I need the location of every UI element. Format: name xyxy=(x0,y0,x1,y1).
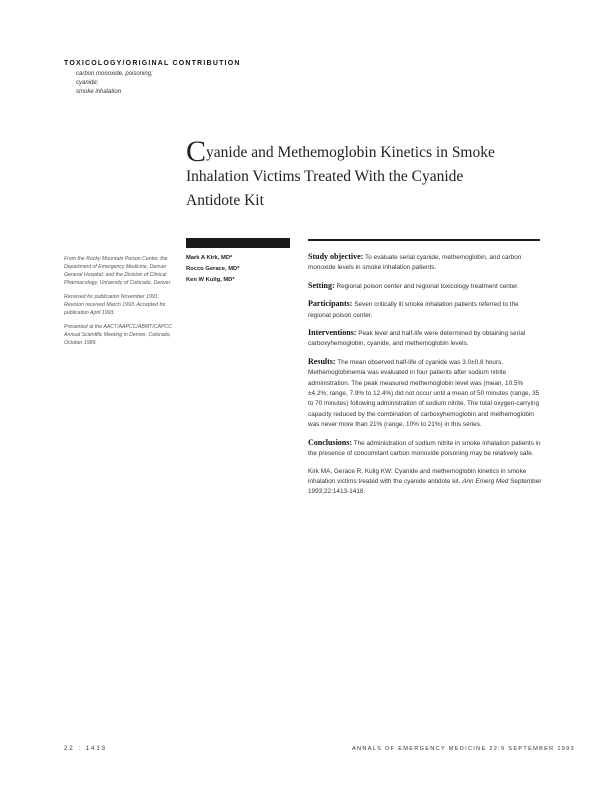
abstract-label: Study objective: xyxy=(308,252,364,261)
author-name: Mark A Kirk, MD* xyxy=(186,255,233,261)
abstract-conclusions xyxy=(308,438,542,460)
title-line-3: Antidote Kit xyxy=(186,192,264,209)
affiliation-note: From the Rocky Mountain Poison Center, the Department of Emergency Medicine, Denver General Hospital; and the Division of Clinical Pharmacology, University of Colorado, Denver. xyxy=(64,256,172,286)
citation-suffix: September 1993;22:1413-1418. xyxy=(308,477,542,496)
citation-prefix: Kirk MA, Gerace R, Kulig KW: Cyanide and methemoglobin kinetics in smoke inhalation victims treated with the cyanide antidote kit. xyxy=(308,467,527,485)
title-line-2: Inhalation Victims Treated With the Cyanide xyxy=(186,168,464,185)
title-line-1 xyxy=(186,135,566,168)
abstract-label: Conclusions: xyxy=(308,437,353,447)
abstract-participants xyxy=(308,299,542,321)
abstract-text: The mean observed half-life of cyanide was 3.0±0.8 hours. Methemoglobinemia was evaluated in four patients after sodium nitrite administration. The peak measured methemoglobin level was (mean, 10.5%±4.2%; range, 7.9% to 12.4%) did not occur until a mean of 50 minutes (range, 35 to 70 minutes) following administration of sodium nitrite. The total oxygen-carrying capacity reduced by the combination of carboxyhemoglobin and methemoglobin was never more than 21% (range, 10% to 21%) in this series. xyxy=(308,358,540,429)
section-label: TOXICOLOGY/ORIGINAL CONTRIBUTION xyxy=(64,60,241,67)
page-number: 22 : 1413 xyxy=(64,746,108,752)
abstract-text: Peak level and half-life were determined by obtaining serial carboxyhemoglobin, cyanide, and methemoglobin levels. xyxy=(308,330,526,348)
abstract-text: Seven critically ill smoke inhalation patients referred to the regional poison center. xyxy=(308,301,519,319)
abstract-text: To evaluate serial cyanide, methemoglobin, and carbon monoxide levels in smoke inhalation patients. xyxy=(308,254,522,272)
citation xyxy=(308,467,542,498)
abstract-label: Results: xyxy=(308,356,336,366)
keyword: cyanide; xyxy=(76,80,99,86)
citation-journal: Ann Emerg Med xyxy=(462,477,509,485)
abstract xyxy=(308,252,542,505)
affiliation-notes xyxy=(64,255,172,353)
abstract-setting xyxy=(308,281,542,292)
abstract-rule xyxy=(308,239,540,241)
author-list xyxy=(186,253,296,286)
abstract-interventions xyxy=(308,328,542,350)
keywords xyxy=(76,70,153,97)
presented-note: Presented at the AACT/AAPCC/ABMT/CAPCC Annual Scientific Meeting in Denver, Colorado, October 1989. xyxy=(64,324,172,346)
author-rule xyxy=(186,238,290,248)
title-initial: C xyxy=(186,135,207,168)
abstract-label: Participants: xyxy=(308,299,353,309)
author-name: Rocco Gerace, MD* xyxy=(186,266,240,272)
keyword: smoke inhalation xyxy=(76,89,122,95)
title-line-1-text: yanide and Methemoglobin Kinetics in Smoke xyxy=(206,144,495,161)
keyword: carbon monoxide, poisoning; xyxy=(76,71,153,77)
abstract-study-objective xyxy=(308,252,542,274)
abstract-label: Setting: xyxy=(308,280,335,290)
abstract-results xyxy=(308,357,542,431)
article-title xyxy=(186,135,566,213)
author-name: Ken W Kulig, MD* xyxy=(186,277,235,283)
abstract-label: Interventions: xyxy=(308,328,357,338)
abstract-text: The administration of sodium nitrite in smoke inhalation patients in the presence of concomitant carbon monoxide poisoning may be relatively safe. xyxy=(308,439,541,458)
received-note: Received for publication November 1991. Revision received March 1993. Accepted for publication April 1993. xyxy=(64,294,166,316)
abstract-text: Regional poison center and regional toxicology treatment center. xyxy=(336,282,519,290)
journal-footer: ANNALS OF EMERGENCY MEDICINE 22:9 SEPTEMBER 1993 xyxy=(352,746,576,752)
